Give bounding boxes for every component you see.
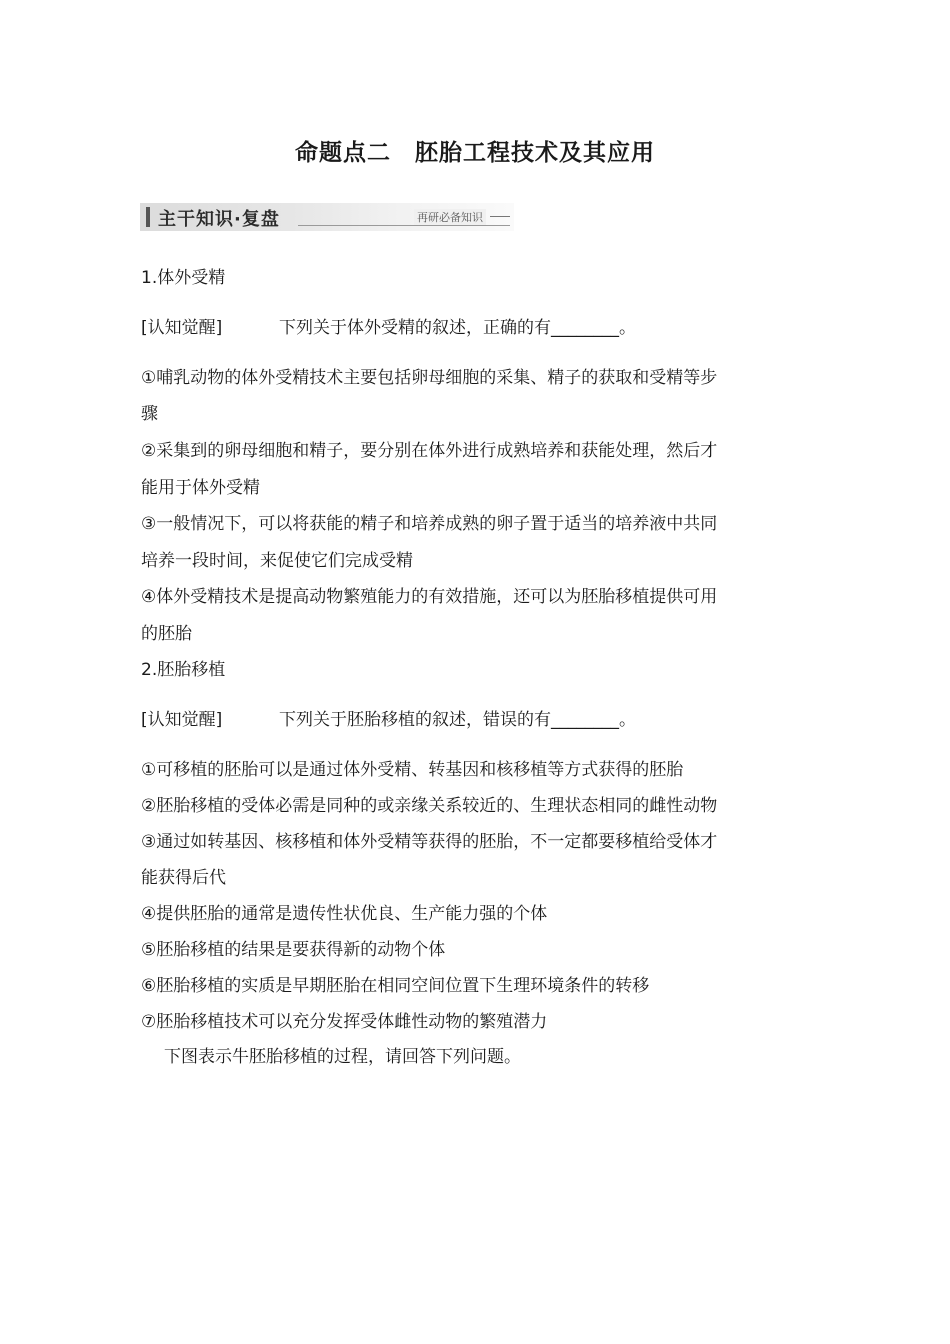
section2-heading: 2.胚胎移植 xyxy=(141,660,226,680)
s1-item3-line1: ③一般情况下，可以将获能的精子和培养成熟的卵子置于适当的培养液中共同 xyxy=(141,514,718,534)
s1-item2-line2: 能用于体外受精 xyxy=(141,478,260,498)
section-banner xyxy=(140,203,514,231)
s2-item4: ④提供胚胎的通常是遗传性状优良、生产能力强的个体 xyxy=(141,904,548,924)
closing-text: 下图表示牛胚胎移植的过程，请回答下列问题。 xyxy=(164,1047,521,1067)
section2-prompt: 下列关于胚胎移植的叙述，错误的有________。 xyxy=(279,710,636,730)
banner-label: 主干知识·复盘 xyxy=(158,209,280,230)
banner-accent-bar xyxy=(146,207,150,227)
section1-heading: 1.体外受精 xyxy=(141,268,226,288)
s2-item3-line2: 能获得后代 xyxy=(141,868,226,888)
s1-item1-line1: ①哺乳动物的体外受精技术主要包括卵母细胞的采集、精子的获取和受精等步 xyxy=(141,368,718,388)
s1-item2-line1: ②采集到的卵母细胞和精子，要分别在体外进行成熟培养和获能处理，然后才 xyxy=(141,441,718,461)
section1-prompt: 下列关于体外受精的叙述，正确的有________。 xyxy=(279,318,636,338)
section2-tag: [认知觉醒] xyxy=(141,710,223,730)
banner-divider xyxy=(298,225,510,226)
s1-item3-line2: 培养一段时间，来促使它们完成受精 xyxy=(141,551,413,571)
banner-tail-line xyxy=(490,216,510,217)
s2-item6: ⑥胚胎移植的实质是早期胚胎在相同空间位置下生理环境条件的转移 xyxy=(141,976,650,996)
section2-prompt-line xyxy=(141,710,636,730)
s2-item7: ⑦胚胎移植技术可以充分发挥受体雌性动物的繁殖潜力 xyxy=(141,1012,548,1032)
s2-item1: ①可移植的胚胎可以是通过体外受精、转基因和核移植等方式获得的胚胎 xyxy=(141,760,684,780)
s1-item4-line1: ④体外受精技术是提高动物繁殖能力的有效措施，还可以为胚胎移植提供可用 xyxy=(141,587,718,607)
section1-prompt-line xyxy=(141,318,636,338)
s1-item1-line2: 骤 xyxy=(141,404,158,424)
section1-tag: [认知觉醒] xyxy=(141,318,223,338)
s2-item2: ②胚胎移植的受体必需是同种的或亲缘关系较近的、生理状态相同的雌性动物 xyxy=(141,796,718,816)
page-title: 命题点二 胚胎工程技术及其应用 xyxy=(295,140,655,166)
s2-item5: ⑤胚胎移植的结果是要获得新的动物个体 xyxy=(141,940,446,960)
s2-item3-line1: ③通过如转基因、核移植和体外受精等获得的胚胎，不一定都要移植给受体才 xyxy=(141,832,718,852)
s1-item4-line2: 的胚胎 xyxy=(141,624,192,644)
banner-subtitle: 再研必备知识 xyxy=(414,209,486,225)
